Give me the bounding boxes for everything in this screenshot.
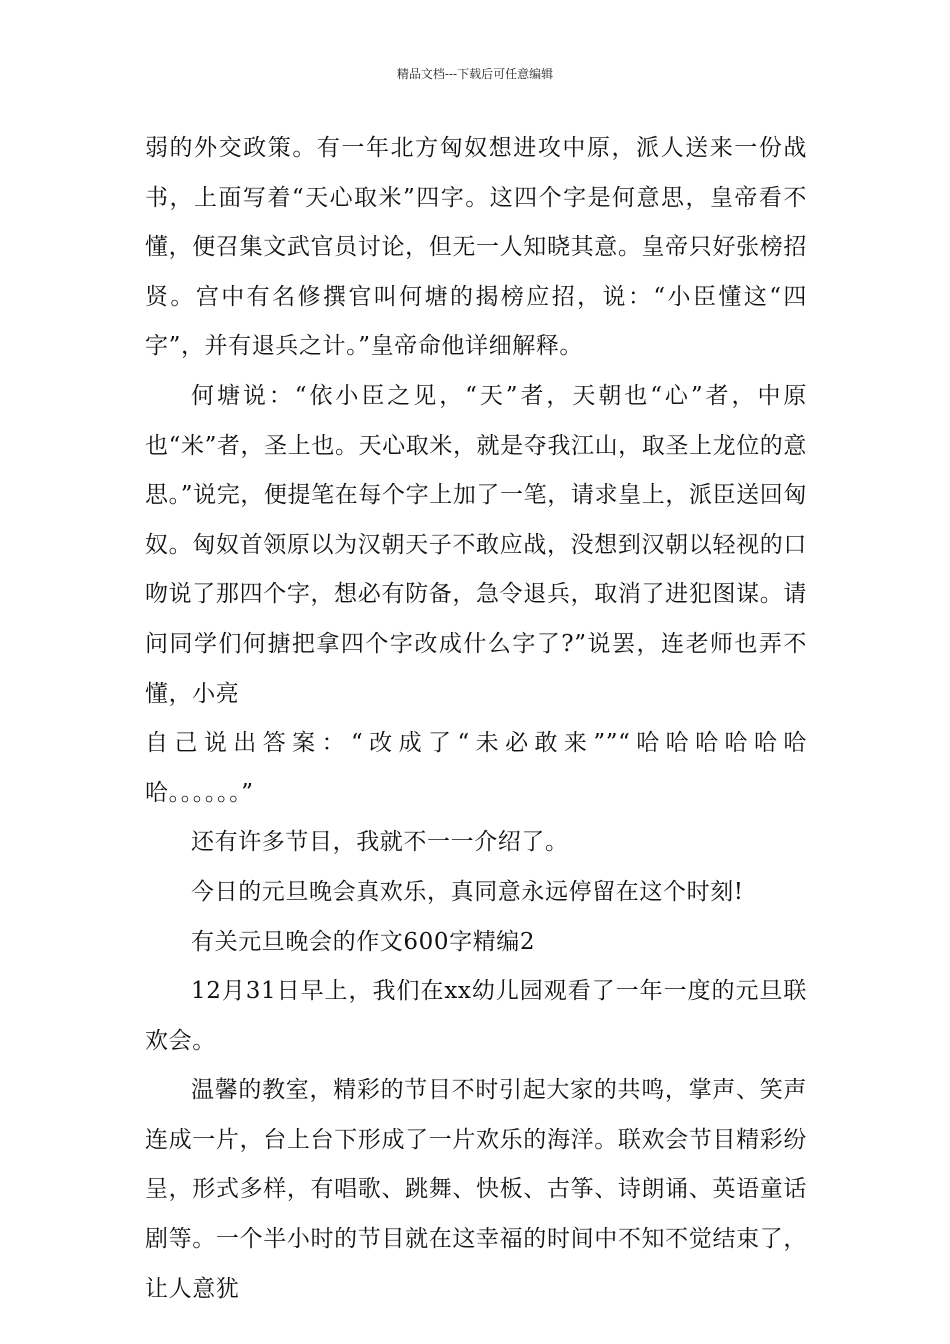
paragraph-5: 还有许多节目，我就不一一介绍了。 (191, 829, 569, 856)
paragraph-2: 何塘说：“依小臣之见，“天”者，天朝也“心”者，中原也“米”者，圣上也。天心取米，就是夺我江山，取圣上龙位的意思。”说完，便提笔在每个字上加了一笔，请求皇上，派臣送回匈奴。匈奴首领原以为汉朝天子不敢应战，没想到汉朝以轻视的口吻说了那四个字，想必有防备，急令退兵，取消了进犯图谋。请问同学们何搪把拿四个字改成什么字了?”说罢，连老师也弄不懂，小亮 (145, 382, 807, 707)
document-body (145, 124, 807, 1314)
paragraph-8: 12月31日早上，我们在xx幼儿园观看了一年一度的元旦联欢会。 (145, 978, 807, 1054)
page-header: 精品文档---下载后可任意编辑 (396, 67, 554, 81)
paragraph-6: 今日的元旦晚会真欢乐，真同意永远停留在这个时刻! (191, 878, 744, 905)
paragraph-9: 温馨的教室，精彩的节目不时引起大家的共鸣，掌声、笑声连成一片，台上台下形成了一片欢乐的海洋。联欢会节目精彩纷呈，形式多样，有唱歌、跳舞、快板、古筝、诗朗诵、英语童话剧等。一个半小时的节目就在这幸福的时间中不知不觉结束了，让人意犹 (145, 1077, 807, 1302)
section-heading: 有关元旦晚会的作文600字精编2 (191, 928, 536, 955)
paragraph-3: 自己说出答案：“改成了“未必敢来””“哈哈哈哈哈哈 (145, 730, 807, 757)
paragraph-4: 哈。。。。。。” (145, 779, 254, 806)
paragraph-1: 弱的外交政策。有一年北方匈奴想进攻中原，派人送来一份战书，上面写着“天心取米”四字。这四个字是何意思，皇帝看不懂，便召集文武官员讨论，但无一人知晓其意。皇帝只好张榜招贤。宫中有名修撰官叫何塘的揭榜应招，说：“小臣懂这“四字”，并有退兵之计。”皇帝命他详细解释。 (145, 135, 807, 360)
